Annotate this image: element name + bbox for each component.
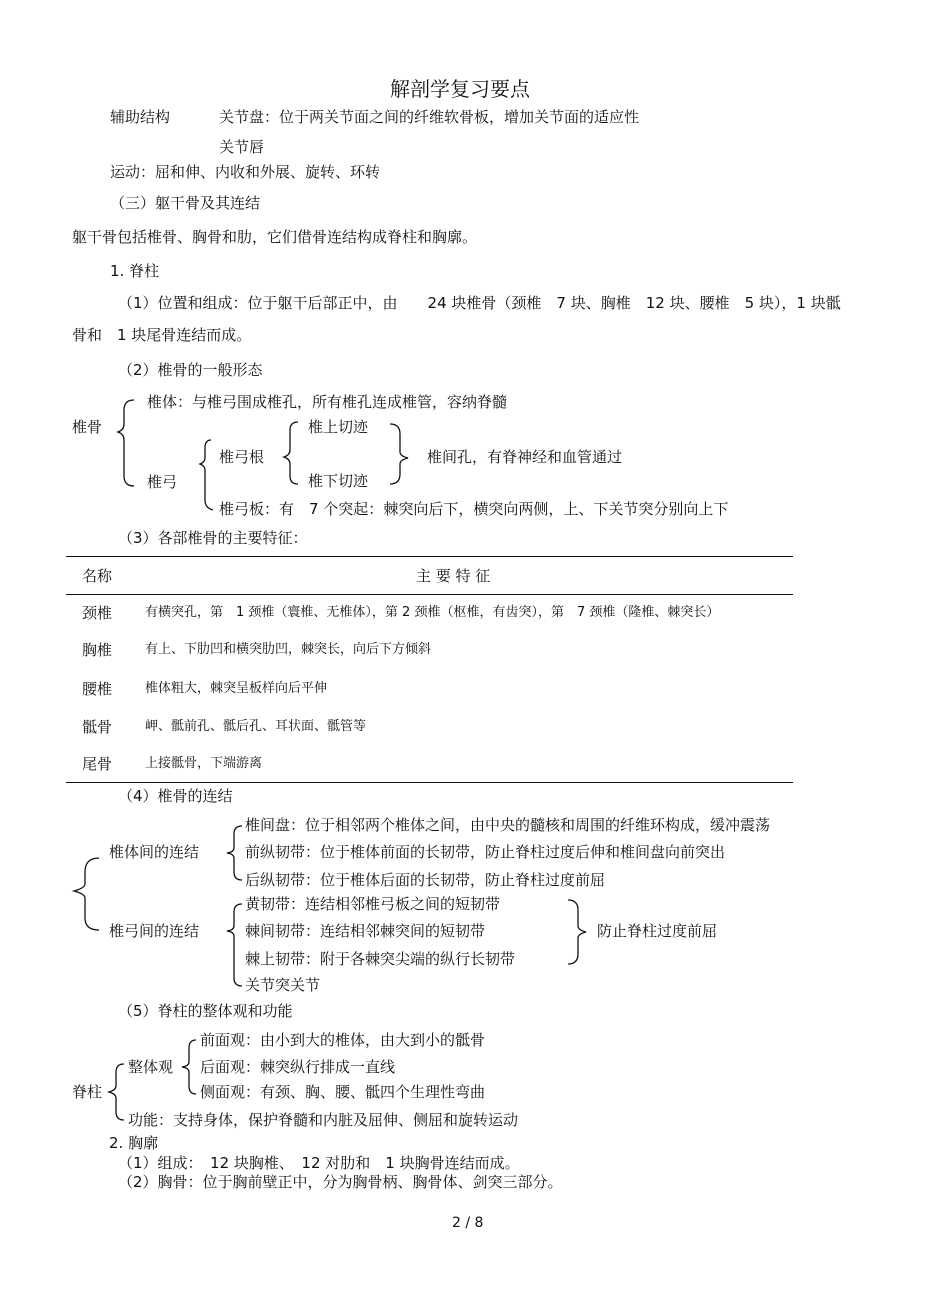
- sternum-text: （2）胸骨：位于胸前壁正中，分为胸骨柄、胸骨体、剑突三部分。: [118, 1173, 563, 1191]
- table-cell-name: 尾骨: [82, 755, 113, 773]
- table-cell-feature: 有横突孔，第 1 颈椎（寰椎、无椎体），第 2 颈椎（枢椎，有齿突），第 7 颈椎（隆椎、棘突长）: [145, 605, 720, 620]
- posterior-ligament-text: 后纵韧带：位于椎体后面的长韧带，防止脊柱过度前屈: [245, 871, 606, 889]
- prevent-flexion-text: 防止脊柱过度前屈: [597, 922, 718, 940]
- left-brace-joints: [74, 858, 99, 930]
- thorax-heading: 2. 胸廓: [109, 1134, 159, 1152]
- spine-composition-line2: 骨和 1 块尾骨连结而成。: [72, 326, 252, 344]
- interspinous-ligament-text: 棘间韧带：连结相邻棘突间的短韧带: [245, 922, 486, 940]
- right-brace-ligaments: [568, 900, 586, 964]
- back-view-text: 后面观：棘突纵行排成一直线: [200, 1058, 396, 1076]
- left-brace-vertebra: [118, 400, 134, 486]
- section-intro: 躯干骨包括椎骨、胸骨和肋，它们借骨连结构成脊柱和胸廓。: [72, 228, 478, 246]
- table-header-name: 名称: [82, 567, 113, 585]
- aux-item-labrum: 关节唇: [219, 138, 265, 156]
- thorax-composition: （1）组成： 12 块胸椎、 12 对肋和 1 块胸骨连结而成。: [118, 1154, 520, 1172]
- whole-view-heading: （5）脊柱的整体观和功能: [118, 1002, 293, 1020]
- table-cell-name: 骶骨: [82, 718, 113, 736]
- left-brace-body-joint: [227, 826, 242, 880]
- aux-label: 辅助结构: [110, 108, 171, 126]
- spine-root-label: 脊柱: [72, 1083, 103, 1101]
- left-brace-arch-joint: [227, 904, 242, 986]
- joints-heading: （4）椎骨的连结: [118, 787, 233, 805]
- supraspinous-ligament-text: 棘上韧带：附于各棘突尖端的纵行长韧带: [245, 950, 516, 968]
- intervertebral-foramen-text: 椎间孔，有脊神经和血管通过: [427, 448, 623, 466]
- table-bottom-rule: [66, 782, 793, 783]
- table-cell-feature: 上接骶骨，下端游离: [145, 756, 263, 771]
- table-cell-feature: 有上、下肋凹和横突肋凹，棘突长，向后下方倾斜: [145, 642, 432, 657]
- aux-item-disc: 关节盘：位于两关节面之间的纤维软骨板，增加关节面的适应性: [219, 108, 640, 126]
- left-brace-spine: [109, 1064, 124, 1120]
- superior-notch-label: 椎上切迹: [308, 418, 369, 436]
- table-cell-name: 胸椎: [82, 641, 113, 659]
- joint-motion: 运动：屈和伸、内收和外展、旋转、环转: [110, 163, 381, 181]
- vertebra-root-label: 椎骨: [72, 418, 103, 436]
- side-view-text: 侧面观：有颈、胸、腰、骶四个生理性弯曲: [200, 1083, 486, 1101]
- page-title: 解剖学复习要点: [390, 77, 530, 101]
- left-brace-arch: [200, 440, 213, 510]
- page-number: 2 / 8: [452, 1215, 484, 1231]
- left-brace-notch: [284, 422, 298, 484]
- table-header-feature: 主 要 特 征: [416, 567, 491, 585]
- spine-composition-line1: （1）位置和组成：位于躯干后部正中，由 24 块椎骨（颈椎 7 块、胸椎 12 块、腰椎 5 块），1 块骶: [118, 294, 841, 312]
- right-brace-foramen: [390, 424, 408, 484]
- anterior-ligament-text: 前纵韧带：位于椎体前面的长韧带，防止脊柱过度后伸和椎间盘向前突出: [245, 843, 726, 861]
- vertebral-arch-label: 椎弓: [147, 473, 178, 491]
- vertebra-form-heading: （2）椎骨的一般形态: [118, 361, 263, 379]
- disc-text: 椎间盘：位于相邻两个椎体之间，由中央的髓核和周围的纤维环构成，缓冲震荡: [245, 816, 771, 834]
- table-cell-feature: 岬、骶前孔、骶后孔、耳状面、骶管等: [145, 719, 367, 734]
- spine-heading: 1. 脊柱: [110, 262, 160, 280]
- section-heading: （三）躯干骨及其连结: [110, 194, 261, 212]
- inferior-notch-label: 椎下切迹: [308, 472, 369, 490]
- spine-function-text: 功能：支持身体，保护脊髓和内脏及屈伸、侧屈和旋转运动: [128, 1111, 519, 1129]
- table-cell-name: 颈椎: [82, 604, 113, 622]
- table-cell-name: 腰椎: [82, 680, 113, 698]
- pedicle-label: 椎弓根: [219, 448, 265, 466]
- overall-view-label: 整体观: [128, 1058, 174, 1076]
- arch-joint-label: 椎弓间的连结: [109, 922, 200, 940]
- vertebral-body-text: 椎体：与椎弓围成椎孔，所有椎孔连成椎管，容纳脊髓: [147, 393, 508, 411]
- features-heading: （3）各部椎骨的主要特征：: [118, 529, 308, 547]
- body-joint-label: 椎体间的连结: [109, 843, 200, 861]
- lamina-text: 椎弓板：有 7 个突起：棘突向后下，横突向两侧，上、下关节突分别向上下: [219, 500, 729, 518]
- ligamentum-flavum-text: 黄韧带：连结相邻椎弓板之间的短韧带: [245, 895, 501, 913]
- table-cell-feature: 椎体粗大，棘突呈板样向后平伸: [145, 681, 328, 696]
- left-brace-overall: [182, 1040, 196, 1094]
- table-top-rule: [66, 556, 793, 557]
- table-header-rule: [66, 594, 793, 595]
- facet-joint-text: 关节突关节: [245, 976, 321, 994]
- front-view-text: 前面观：由小到大的椎体，由大到小的骶骨: [200, 1031, 486, 1049]
